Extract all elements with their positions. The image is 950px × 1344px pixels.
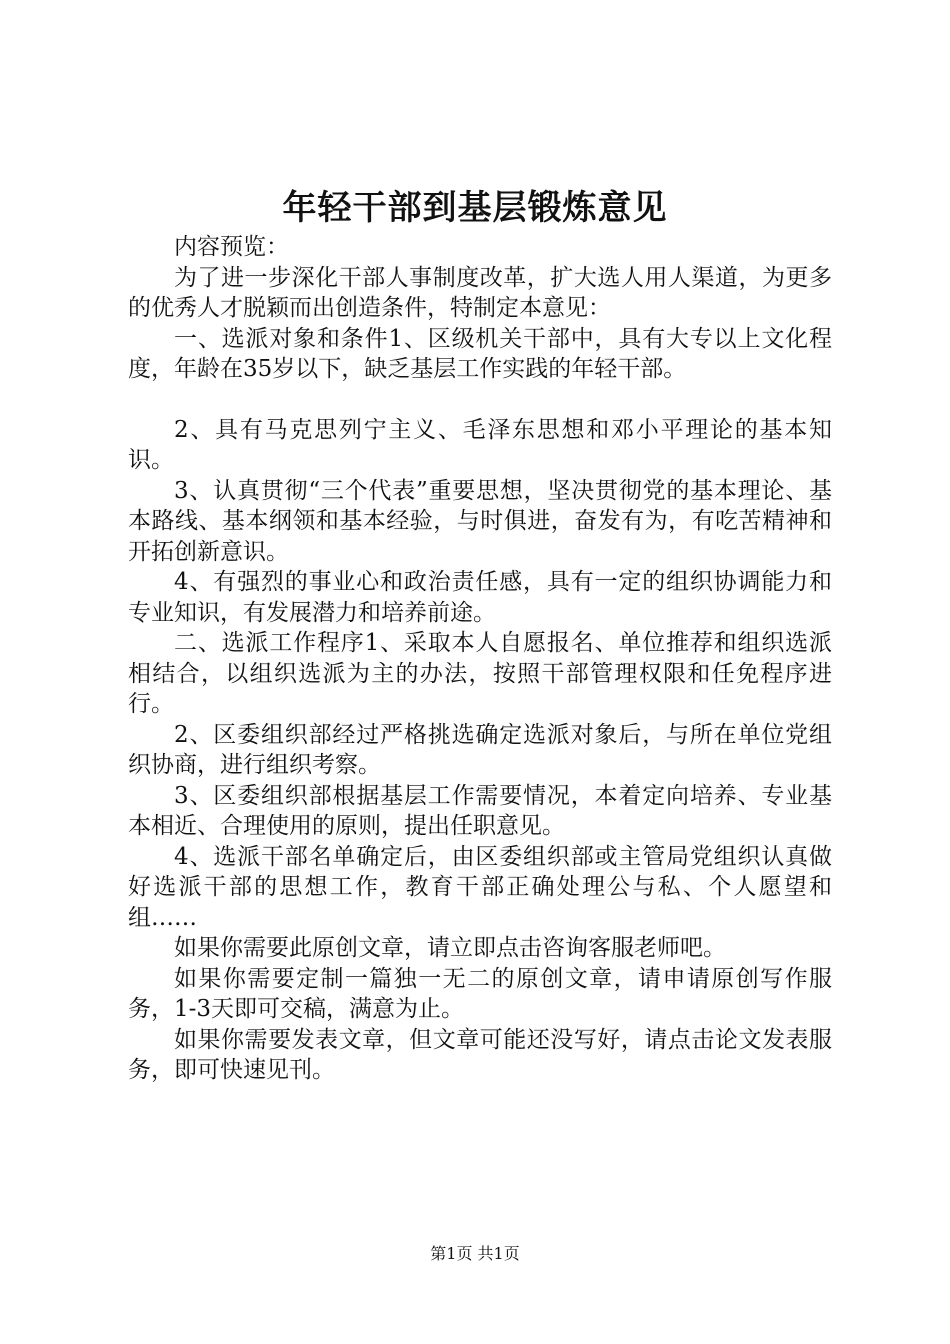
page-footer: 第1页 共1页: [430, 1244, 520, 1263]
condition-three-paragraph: 3、认真贯彻“三个代表”重要思想，坚决贯彻党的基本理论、基本路线、基本纲领和基本经验，与时俱进，奋发有为，有吃苦精神和开拓创新意识。: [128, 477, 832, 565]
publish-service-paragraph: 如果你需要发表文章，但文章可能还没写好，请点击论文发表服务，即可快速见刊。: [128, 1026, 832, 1083]
condition-two-paragraph: 2、具有马克思列宁主义、毛泽东思想和邓小平理论的基本知识。: [128, 416, 832, 473]
preview-label: 内容预览：: [174, 234, 289, 260]
condition-four-paragraph: 4、有强烈的事业心和政治责任感，具有一定的组织协调能力和专业知识，有发展潜力和培养前途。: [128, 569, 832, 626]
procedure-two-paragraph: 2、区委组织部经过严格挑选确定选派对象后，与所在单位党组织协商，进行组织考察。: [128, 721, 832, 778]
document-body: [128, 232, 832, 1086]
contact-service-paragraph: 如果你需要此原创文章，请立即点击咨询客服老师吧。: [174, 935, 726, 961]
procedure-three-paragraph: 3、区委组织部根据基层工作需要情况，本着定向培养、专业基本相近、合理使用的原则，提出任职意见。: [128, 782, 832, 839]
procedure-four-paragraph: 4、选派干部名单确定后，由区委组织部或主管局党组织认真做好选派干部的思想工作，教育干部正确处理公与私、个人愿望和组……: [128, 843, 832, 931]
document-title: 年轻干部到基层锻炼意见: [282, 188, 668, 228]
section-one-paragraph: 一、选派对象和条件1、区级机关干部中，具有大专以上文化程度，年龄在35岁以下，缺乏基层工作实践的年轻干部。: [128, 325, 832, 382]
section-two-paragraph: 二、选派工作程序1、采取本人自愿报名、单位推荐和组织选派相结合，以组织选派为主的办法，按照干部管理权限和任免程序进行。: [128, 630, 832, 717]
intro-paragraph: 为了进一步深化干部人事制度改革，扩大选人用人渠道，为更多的优秀人才脱颖而出创造条件，特制定本意见：: [128, 264, 832, 321]
custom-writing-paragraph: 如果你需要定制一篇独一无二的原创文章，请申请原创写作服务，1-3天即可交稿，满意为止。: [128, 965, 832, 1022]
